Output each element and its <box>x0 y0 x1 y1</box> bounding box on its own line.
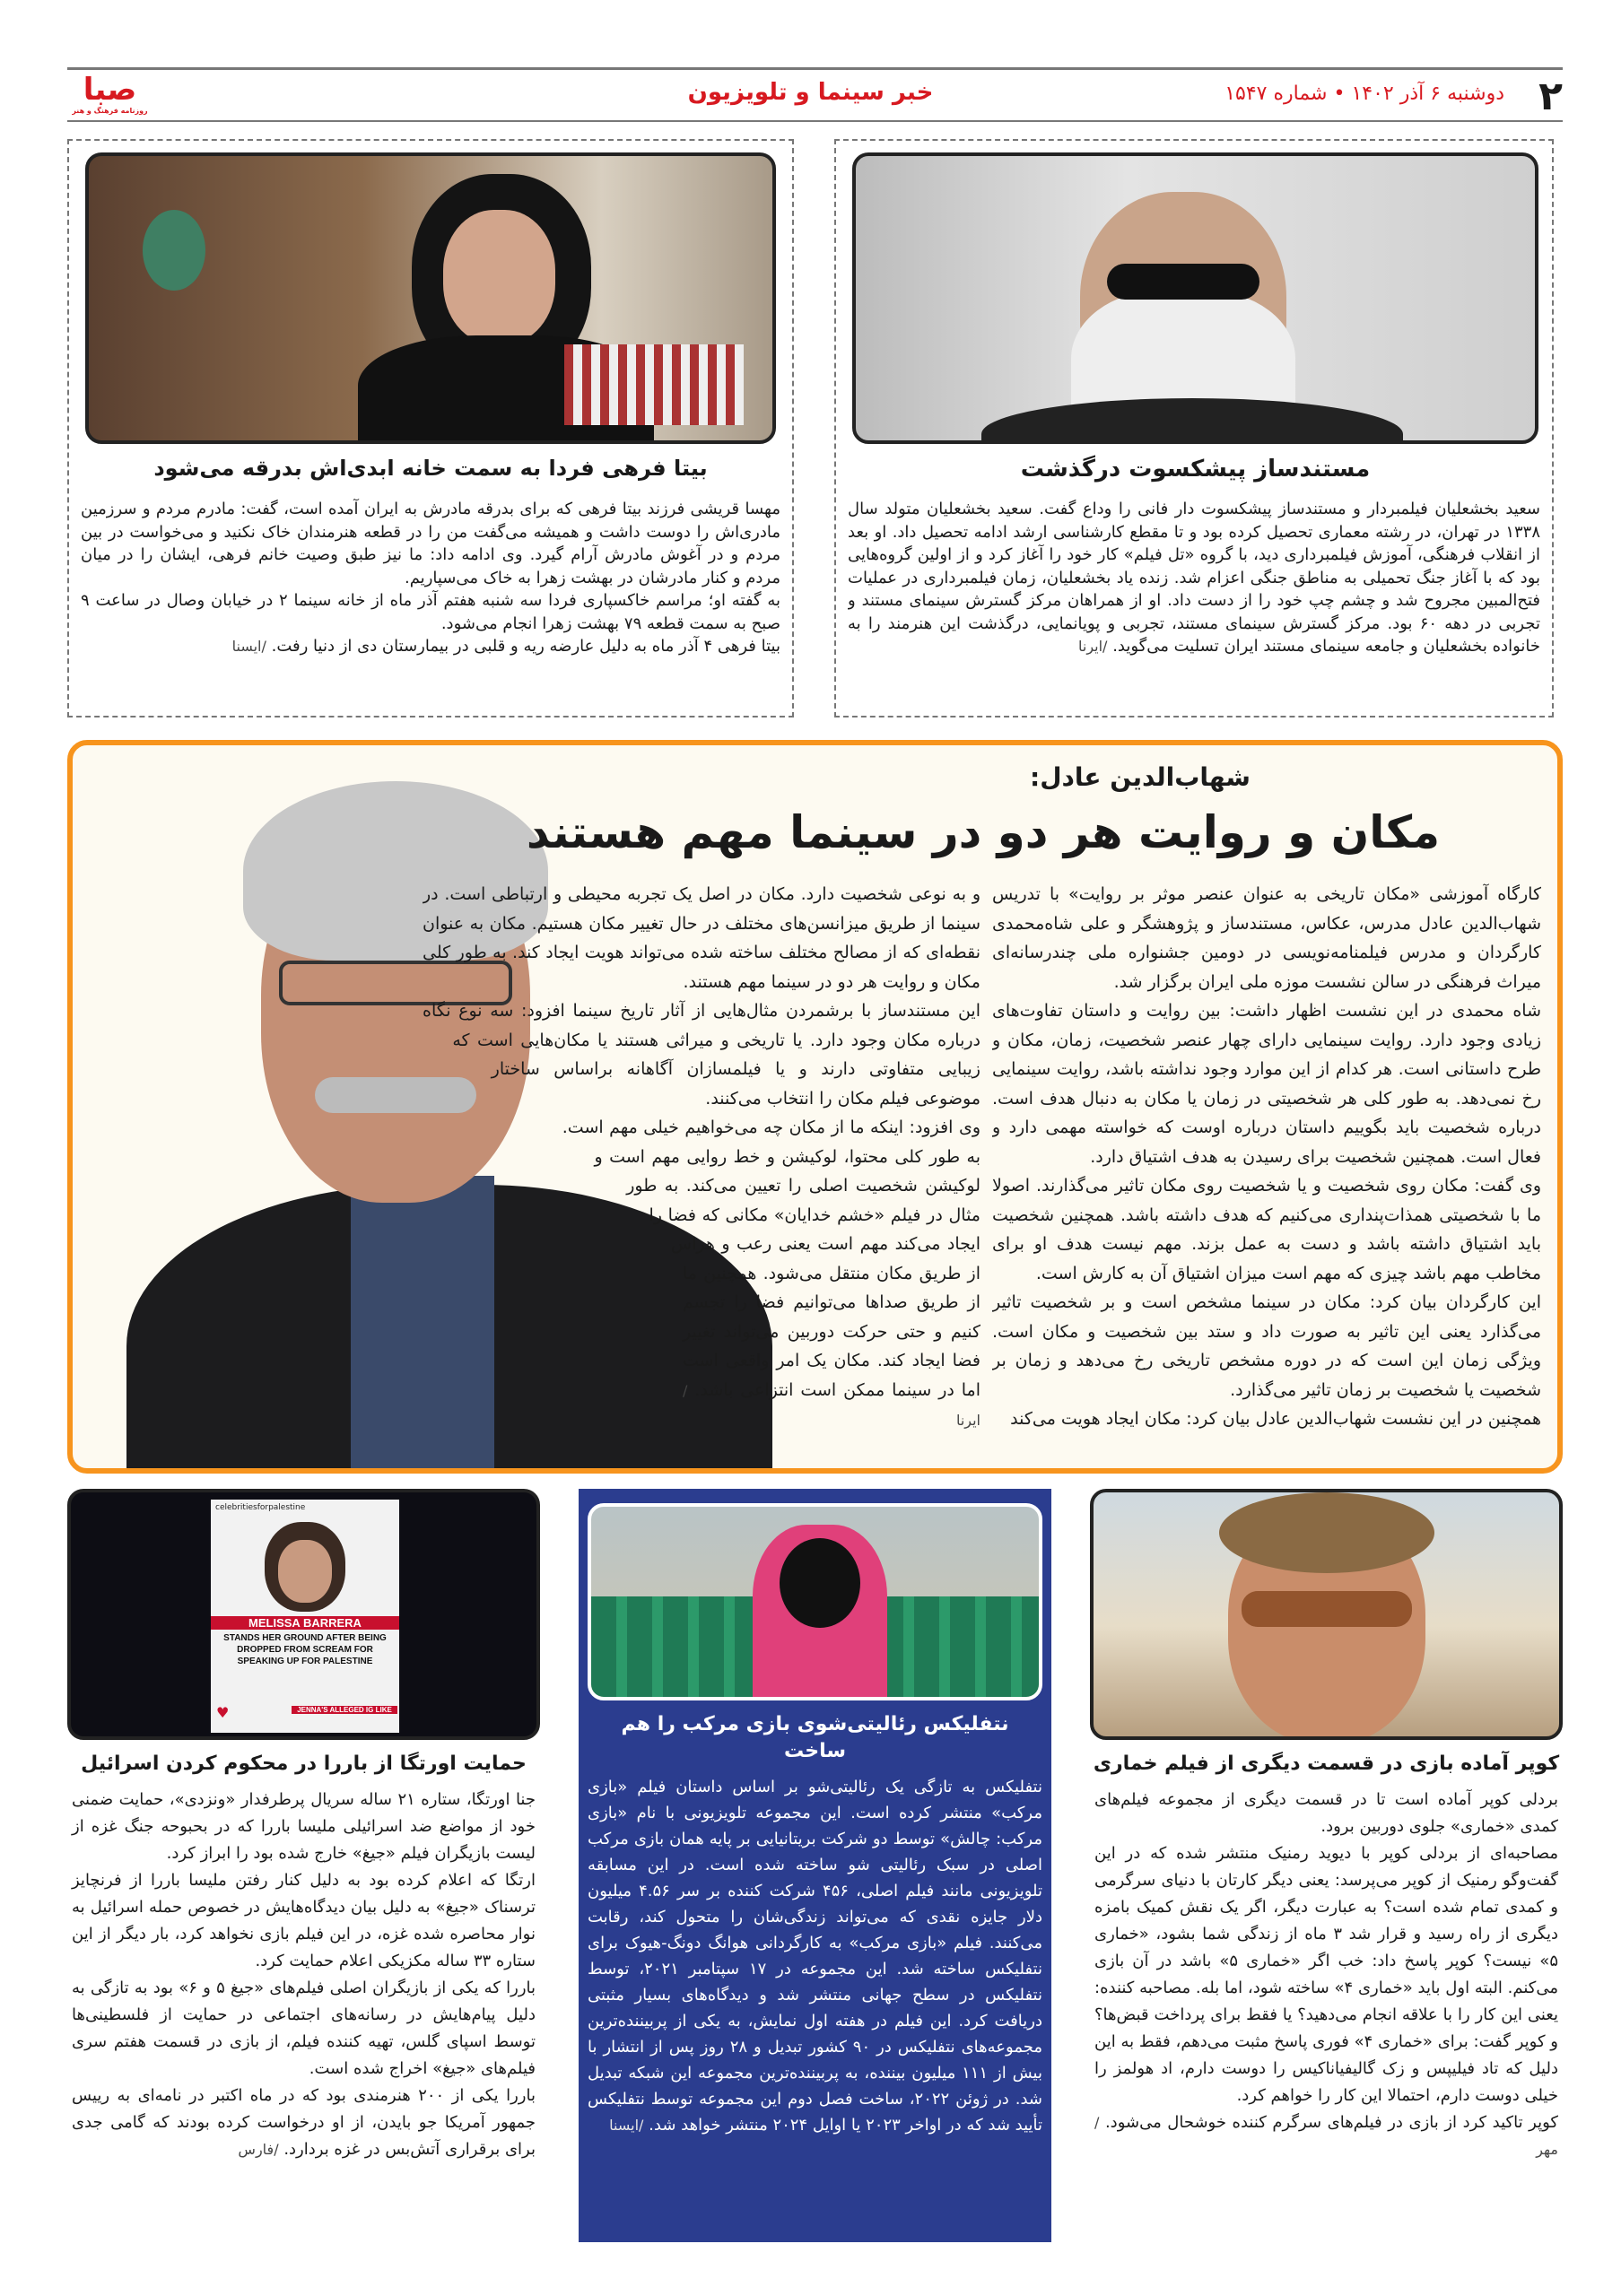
source-credit: /ایسنا <box>609 2117 644 2134</box>
headline: بیتا فرهی فردا به سمت خانه ابدی‌اش بدرقه می‌شود <box>153 456 708 481</box>
header-bottom-rule <box>67 120 1563 122</box>
instagram-post-card: celebritiesforpalestine MELISSA BARRERA STANDS HER GROUND AFTER BEING DROPPED FROM SCREAM FOR SPEAKING UP FOR PALESTINE JENNA'S ALLEGED IG LIKE ♥ <box>211 1500 399 1733</box>
feature-box <box>67 740 1563 1474</box>
feature-body-left: و به نوعی شخصیت دارد. مکان در اصل یک تجربه محیطی و ارتباطی است. در سینما از طریق میزانسن‌های مختلف در حال تغییر مکان هستیم. مکان به عنوان نقطه‌ای که از مصالح مختلف ساخته شده می‌تواند هویت ایجاد کند. به طور کلی مکان و روایت هر دو در سینما مهم هستند. این مستندساز با برشمردن مثال‌هایی از آثار تاریخ سینما افزود: سه نوع نگاه درباره مکان وجود دارد. یا تاریخی و میراثی هستند یا مکان‌هایی است که زیبایی متفاوتی دارند و یا فیلمسازان آگاهانه براساس ساختار موضوعی فیلم مکان را انتخاب می‌کنند. وی افزود: اینکه ما از مکان چه می‌خواهیم خیلی مهم است. به طور کلی محتوا، لوکیشن و خط روایی مهم است و لوکیشن شخصیت اصلی را تعیین می‌کند. به طور مثال در فیلم «خشم خدایان» مکانی که فضا را ایجاد می‌کند مهم است یعنی رعب و هراس از طریق مکان منتقل می‌شود. همچنین ما از طریق صداها می‌توانیم فضا را تجسم کنیم و حتی حرکت دوربین می‌تواند تغییر فضا ایجاد کند. مکان یک امر واقعی است اما در سینما ممکن است انتزاعی باشد. /ایرنا <box>423 884 980 1429</box>
article-body: بردلی کوپر آماده است تا در قسمت دیگری از مجموعه فیلم‌های کمدی «خماری» جلوی دوربین برود. مصاحبه‌ای از بردلی کوپر با دیوید رمنیک منتشر شده که در این گفت‌وگو رمنیک از کوپر می‌پرسد: یعنی دیگر کارتان با دنیای سرگرمی و کمدی تمام شده است؟ به عبارت دیگر، اگر یک نقش کمیک بامزه دیگری از راه رسید و قرار شد ۳ ماه از زندگی شما بشود، «خماری ۵» نیست؟ کوپر پاسخ داد: خب اگر «خماری ۵» باشد در آن بازی می‌کنم. البته اول باید «خماری ۴» ساخته شود، اما بله. مصاحبه کننده: یعنی این کار را با علاقه انجام می‌دهید؟ یا فقط برای پرداخت قبض‌ها؟ و کوپر گفت: برای «خماری ۴» فوری پاسخ مثبت می‌دهم، فقط به این دلیل که تاد فیلیپس و زک گالیفیاناکیس را دوست دارم، اد هولمز را خیلی دوست دارم، احتمالا این کار را خواهم کرد. کوپر تاکید کرد از بازی در فیلم‌های سرگرم کننده خوشحال می‌شود. /مهر <box>1094 1790 1559 2158</box>
newspaper-logo: صبا روزنامه فرهنگ و هنر <box>72 72 148 115</box>
photo-bita-farahi <box>85 152 776 444</box>
article-squid-game <box>579 1489 1051 2242</box>
photo-instagram-post <box>67 1489 540 1740</box>
heart-icon: ♥ <box>216 1704 230 1721</box>
issue-date: دوشنبه ۶ آذر ۱۴۰۲ • شماره ۱۵۴۷ <box>1224 83 1504 105</box>
headline: حمایت اورتگا از باررا در محکوم کردن اسرائیل <box>81 1752 527 1775</box>
headline: کوپر آماده بازی در قسمت دیگری از فیلم خماری <box>1093 1752 1560 1775</box>
photo-squid-game <box>588 1503 1042 1700</box>
article-cooper <box>1090 1489 1563 2242</box>
photo-bradley-cooper <box>1090 1489 1563 1740</box>
article-body: جنا اورتگا، ستاره ۲۱ ساله سریال پرطرفدار «ونزدی»، حمایت ضمنی خود از مواضع ضد اسرائیلی ملیسا باررا که در بحبوحه جنگ غزه از لیست بازیگران فیلم «جیغ» خارج شده بود را ابراز کرد. ارتگا که اعلام کرده بود به دلیل کنار رفتن ملیسا باررا از فرنچایز ترسناک «جیغ» به دلیل بیان دیدگاه‌هایش در خصوص حمله اسرائیل به نوار محاصره شده غزه، در این فیلم بازی نخواهد کرد، بار دیگر از این ستاره ۳۳ ساله مکزیکی اعلام حمایت کرد. باررا که یکی از بازیگران اصلی فیلم‌های «جیغ ۵ و ۶» بود به تازگی به دلیل پیام‌هایش در رسانه‌های اجتماعی در حمایت از فلسطینی‌ها توسط اسپای گلس، تهیه کننده فیلم، از بازی در قسمت هفتم سری فیلم‌های «جیغ» اخراج شده است. باررا یکی از ۲۰۰ هنرمندی بود که در ماه اکتبر در نامه‌ای به رییس جمهور آمریکا جو بایدن، از او درخواست کرده بودند که گامی جدی برای برقراری آتش‌بس در غزه بردارد. /فارس <box>72 1790 536 2159</box>
article-ortega <box>67 1489 540 2242</box>
section-title: خبر سینما و تلویزیون <box>687 79 934 106</box>
photo-bakhshalian <box>852 152 1538 444</box>
headline: نتفلیکس رئالیتی‌شوی بازی مرکب را هم ساخت <box>621 1713 1009 1762</box>
article-body: نتفلیکس به تازگی یک رئالیتی‌شو بر اساس داستان فیلم «بازی مرکب» منتشر کرده است. این مجموعه تلویزیونی با نام «بازی مرکب: چالش» توسط دو شرکت بریتانیایی بر پایه همان بازی مرکب اصلی در سبک رئالیتی شو ساخته شده است. در این مسابقه تلویزیونی مانند فیلم اصلی، ۴۵۶ شرکت کننده بر سر ۴.۵۶ میلیون دلار جایزه نقدی که می‌تواند زندگی‌شان را متحول کند، رقابت می‌کنند. فیلم «بازی مرکب» به کارگردانی هوانگ دونگ-هیوک برای نتفلیکس ساخته شد. این مجموعه در ۱۷ سپتامبر ۲۰۲۱، توسط نتفلیکس در سطح جهانی منتشر شد و دیدگاه‌های بسیار مثبتی دریافت کرد. این فیلم در هفته اول نمایش، به یکی از پربیننده‌ترین مجموعه‌های نتفلیکس در ۹۰ کشور تبدیل و ۲۸ روز پس از انتشار با بیش از ۱۱۱ میلیون بیننده، به پربیننده‌ترین مجموعه این شبکه تبدیل شد. در ژوئن ۲۰۲۲، ساخت فصل دوم این مجموعه توسط نتفلیکس تأیید شد که در اواخر ۲۰۲۳ یا اوایل ۲۰۲۴ منتشر خواهد شد. /ایسنا <box>588 1778 1042 2135</box>
headline: مستندساز پیشکسوت درگذشت <box>1020 456 1371 483</box>
article-body: مهسا قریشی فرزند بیتا فرهی که برای بدرقه مادرش به ایران آمده است، گفت: مادرم مردم و سرزمین مادری‌اش را دوست داشت و همیشه می‌گفت من را در قطعه هنرمندان خاک نکنید و می‌خواست در بین مردم و در آغوش مادرش آرام گیرد. وی ادامه داد: ما نیز طبق وصیت خانم فرهی، ایشان را در میان مردم و کنار مادرشان در بهشت زهرا به خاک می‌سپاریم. به گفته او؛ مراسم خاکسپاری فردا سه شنبه هفتم آذر ماه از خانه سینما ۲ در خیابان وصال در ساعت ۹ صبح به سمت قطعه ۷۹ بهشت زهرا انجام می‌شود. بیتا فرهی ۴ آذر ماه به دلیل عارضه ریه و قلبی در بیمارستان دی از دنیا رفت. /ایسنا <box>81 500 780 656</box>
feature-body-right: کارگاه آموزشی «مکان تاریخی به عنوان عنصر موثر بر روایت» با تدریس شهاب‌الدین عادل مدرس، عکاس، مستندساز و پژوهشگر و علی شاه‌محمدی کارگردان و مدرس فیلمنامه‌نویسی در دومین جشنواره ملی چندرسانه‌ای میراث فرهنگی در سالن نشست موزه ملی ایران برگزار شد. شاه محمدی در این نشست اظهار داشت: بین روایت و داستان تفاوت‌های زیادی وجود دارد. روایت سینمایی دارای چهار عنصر شخصیت، زمان، مکان و طرح داستانی است. هر کدام از این موارد وجود نداشته باشد، روایت سینمایی رخ نمی‌دهد. به طور کلی هر شخصیتی در زمان یا مکان به دنبال هدف است. درباره شخصیت باید بگوییم داستان درباره اوست که خواسته مهمی دارد و فعال است. همچنین شخصیت برای رسیدن به هدف اشتیاق دارد. وی گفت: مکان روی شخصیت و یا شخصیت روی مکان تاثیر می‌گذارند. اصولا ما با شخصیتی همذات‌پنداری می‌کنیم که هدف داشته باشد. همچنین شخصیت باید اشتیاق داشته باشد و دست به عمل بزند. مهم نیست هدف او برای مخاطب مهم باشد چیزی که مهم است میزان اشتیاق آن به کارش است. این کارگردان بیان کرد: مکان در سینما مشخص است و بر شخصیت تاثیر می‌گذارد یعنی این تاثیر به صورت داد و ستد بین شخصیت و مکان است. ویژگی زمان این است که در دوره مشخص تاریخی رخ می‌دهد و زمان بر شخصیت یا شخصیت بر زمان تاثیر می‌گذارد. همچنین در این نشست شهاب‌الدین عادل بیان کرد: مکان ایجاد هویت می‌کند <box>992 884 1541 1429</box>
kicker: شهاب‌الدین عادل: <box>1030 762 1251 792</box>
feature-title: مکان و روایت هر دو در سینما مهم هستند <box>526 806 1441 858</box>
article-body: سعید بخشعلیان فیلمبردار و مستندساز پیشکسوت دار فانی را وداع گفت. سعید بخشعلیان متولد سال ۱۳۳۸ در تهران، در رشته معماری تحصیل کرده بود و تا مقطع کارشناسی ارشد ادامه تحصیل داد. او بعد از انقلاب فرهنگی، آموزش فیلمبرداری دید، با گروه «تل فیلم» کار خود را آغاز کرد و از اولین گروه‌هایی بود که با آغاز جنگ تحمیلی به مناطق جنگی اعزام شد. زنده یاد بخشعلیان، زمان فیلمبرداری در عملیات فتح‌المبین مجروح شد و چشم چپ خود را از دست داد. او از همراهان مرکز گسترش سینمای مستند و تجربی در دهه ۶۰ بود. مرکز گسترش سینمای مستند، تجربی و پویانمایی، درگذشت این هنرمند را به خانواده بخشعلیان و جامعه سینمای مستند ایران تسلیت می‌گوید. /ایرنا <box>848 500 1540 656</box>
header-top-rule <box>67 67 1563 70</box>
page-number: ۲ <box>1538 74 1563 119</box>
